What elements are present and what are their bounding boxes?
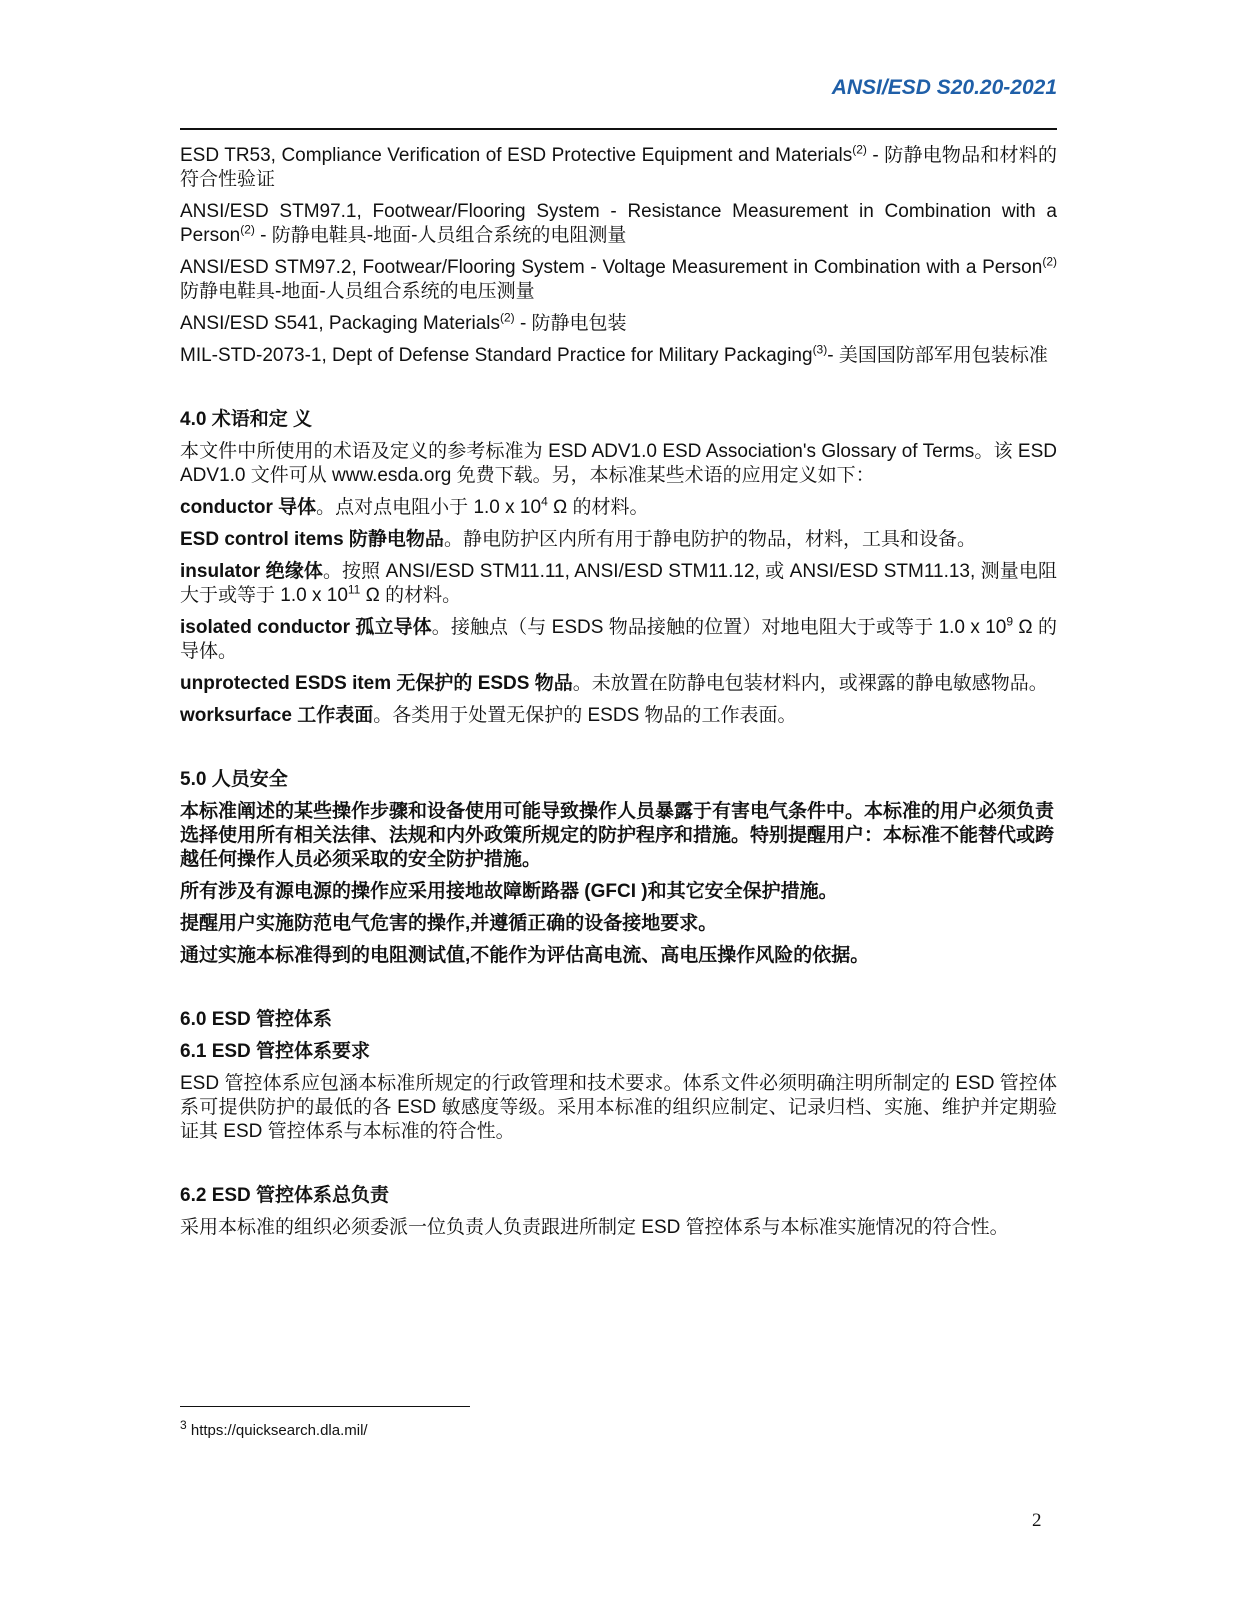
document-body [180,144,1057,1248]
safety-paragraph: 本标准阐述的某些操作步骤和设备使用可能导致操作人员暴露于有害电气条件中。本标准的用户必须负责选择使用所有相关法律、法规和内外政策所规定的防护程序和措施。特别提醒用户：本标准不能替代或跨越任何操作人员必须采取的安全防护措施。 [180,801,1055,870]
document-header-title: ANSI/ESD S20.20-2021 [831,76,1057,99]
footnote-divider [180,1406,470,1407]
header-divider [180,128,1057,130]
section-6-title: 6.0 ESD 管控体系 [180,1009,333,1030]
term-definition: insulator 绝缘体。按照 ANSI/ESD STM11.11, ANSI/ESD STM11.12, 或 ANSI/ESD STM11.13, 测量电阻大于或等于 1.0 x $10^{11}$ Ω 的材料。 [180,561,1057,606]
safety-paragraph: 所有涉及有源电源的操作应采用接地故障断路器 (GFCI )和其它安全保护措施。 [180,881,838,902]
section-6-2-title: 6.2 ESD 管控体系总负责 [180,1185,390,1206]
safety-paragraph: 通过实施本标准得到的电阻测试值,不能作为评估高电流、高电压操作风险的依据。 [180,945,870,966]
term-definition: unprotected ESDS item 无保护的 ESDS 物品。未放置在防静电包装材料内，或裸露的静电敏感物品。 [180,673,1048,694]
reference-item: ANSI/ESD STM97.2, Footwear/Flooring System - Voltage Measurement in Combination with a Person$^{(2)}$ 防静电鞋具-地面-人员组合系统的电压测量 [180,254,1057,302]
footnote-link[interactable]: https://quicksearch.dla.mil/ [190,1422,368,1439]
section-5-title: 5.0 人员安全 [180,769,288,790]
footnote-mark: 3 [180,1418,187,1432]
footnote [180,1418,368,1439]
term-definition: isolated conductor 孤立导体。接触点（与 ESDS 物品接触的位置）对地电阻大于或等于 1.0 x $10^9$ Ω 的导体。 [180,614,1057,662]
term-definition: conductor 导体。点对点电阻小于 1.0 x $10^4$ Ω 的材料。 [180,494,649,518]
reference-item: MIL-STD-2073-1, Dept of Defense Standard Practice for Military Packaging$^{(3)}$- 美国国防部军用包装标准 [180,342,1048,366]
section-6-1-title: 6.1 ESD 管控体系要求 [180,1041,371,1062]
reference-item: ANSI/ESD S541, Packaging Materials$^{(2)}$ - 防静电包装 [180,310,627,334]
section-4-title: 4.0 术语和定 义 [180,409,312,430]
safety-paragraph: 提醒用户实施防范电气危害的操作,并遵循正确的设备接地要求。 [180,913,718,934]
reference-item: ANSI/ESD STM97.1, Footwear/Flooring System - Resistance Measurement in Combination with a Person$^{(2)}$ - 防静电鞋具-地面-人员组合系统的电阻测量 [180,201,1057,246]
section-4-intro: 本文件中所使用的术语及定义的参考标准为 ESD ADV1.0 ESD Association's Glossary of Terms。该 ESD ADV1.0 文件可从 www.esda.org 免费下载。另，本标准某些术语的应用定义如下： [180,441,1057,486]
term-definition: ESD control items 防静电物品。静电防护区内所有用于静电防护的物品，材料，工具和设备。 [180,529,976,550]
reference-item: ESD TR53, Compliance Verification of ESD Protective Equipment and Materials$^{(2)}$ - 防静电物品和材料的符合性验证 [180,142,1057,190]
page-number: 2 [1032,1510,1042,1531]
term-definition: worksurface 工作表面。各类用于处置无保护的 ESDS 物品的工作表面。 [180,705,797,726]
section-6-2-text: 采用本标准的组织必须委派一位负责人负责跟进所制定 ESD 管控体系与本标准实施情况的符合性。 [180,1217,1009,1238]
section-6-1-text: ESD 管控体系应包涵本标准所规定的行政管理和技术要求。体系文件必须明确注明所制定的 ESD 管控体系可提供防护的最低的各 ESD 敏感度等级。采用本标准的组织应制定、记录归档、实施、维护并定期验证其 ESD 管控体系与本标准的符合性。 [180,1073,1057,1142]
